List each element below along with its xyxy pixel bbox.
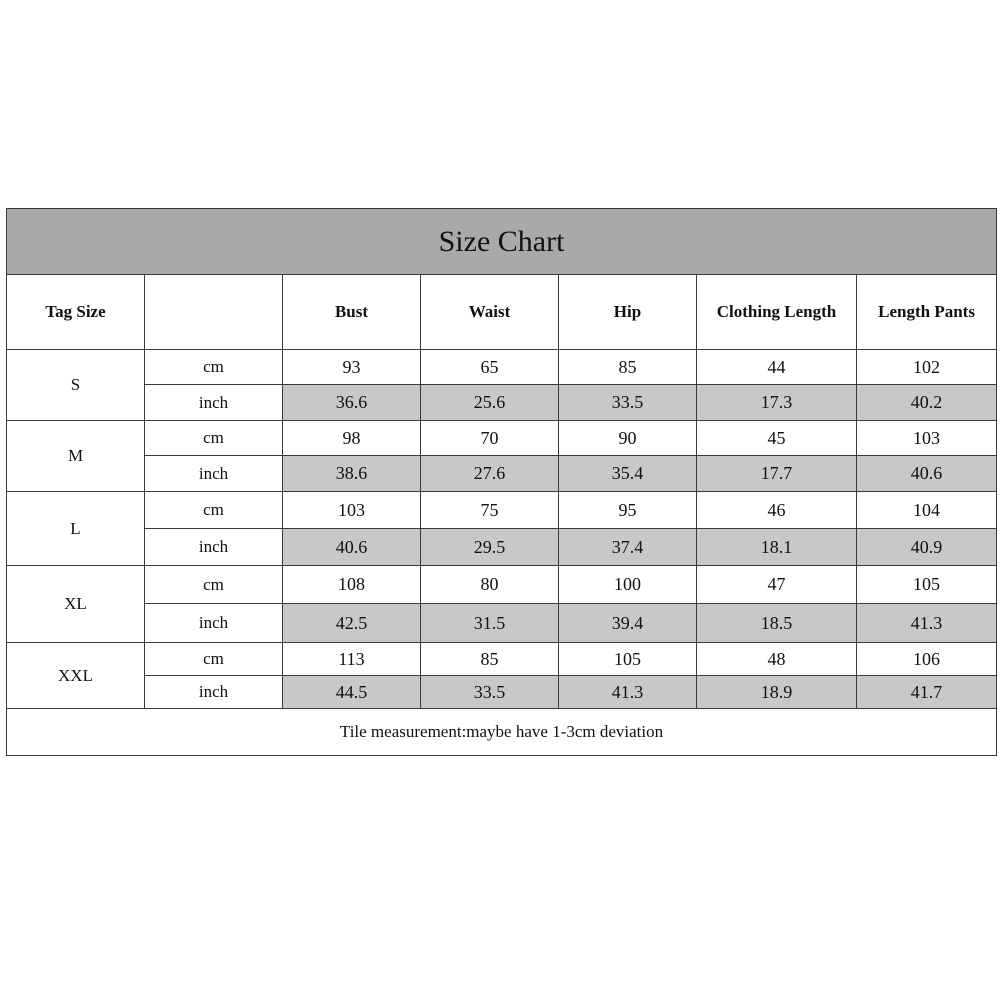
- value-cell: 75: [421, 492, 559, 529]
- value-cell: 85: [559, 350, 697, 385]
- value-cell: 70: [421, 421, 559, 456]
- value-cell: 48: [697, 643, 857, 676]
- value-cell: 18.1: [697, 529, 857, 566]
- unit-label-cm: cm: [145, 566, 283, 604]
- value-cell: 44.5: [283, 676, 421, 709]
- value-cell: 41.3: [857, 604, 997, 643]
- value-cell: 18.9: [697, 676, 857, 709]
- value-cell: 93: [283, 350, 421, 385]
- value-cell: 80: [421, 566, 559, 604]
- value-cell: 37.4: [559, 529, 697, 566]
- column-header-unit: [145, 275, 283, 350]
- value-cell: 42.5: [283, 604, 421, 643]
- size-chart-table: [6, 208, 997, 756]
- value-cell: 106: [857, 643, 997, 676]
- unit-label-inch: inch: [145, 385, 283, 421]
- value-cell: 40.6: [283, 529, 421, 566]
- table-row: [7, 566, 997, 604]
- value-cell: 90: [559, 421, 697, 456]
- value-cell: 95: [559, 492, 697, 529]
- table-row: [7, 385, 997, 421]
- value-cell: 33.5: [559, 385, 697, 421]
- value-cell: 113: [283, 643, 421, 676]
- value-cell: 41.3: [559, 676, 697, 709]
- table-body: [7, 350, 997, 709]
- value-cell: 38.6: [283, 456, 421, 492]
- value-cell: 108: [283, 566, 421, 604]
- value-cell: 29.5: [421, 529, 559, 566]
- value-cell: 40.2: [857, 385, 997, 421]
- header-row: [7, 275, 997, 350]
- value-cell: 100: [559, 566, 697, 604]
- value-cell: 33.5: [421, 676, 559, 709]
- size-label-m: M: [7, 421, 145, 492]
- column-header-waist: Waist: [421, 275, 559, 350]
- value-cell: 102: [857, 350, 997, 385]
- value-cell: 41.7: [857, 676, 997, 709]
- size-label-s: S: [7, 350, 145, 421]
- table-row: [7, 643, 997, 676]
- table-row: [7, 492, 997, 529]
- table-row: [7, 529, 997, 566]
- value-cell: 45: [697, 421, 857, 456]
- value-cell: 105: [857, 566, 997, 604]
- unit-label-cm: cm: [145, 350, 283, 385]
- chart-title: Size Chart: [7, 209, 997, 275]
- unit-label-cm: cm: [145, 492, 283, 529]
- table-row: [7, 676, 997, 709]
- table-row: [7, 421, 997, 456]
- size-label-xxl: XXL: [7, 643, 145, 709]
- value-cell: 27.6: [421, 456, 559, 492]
- value-cell: 31.5: [421, 604, 559, 643]
- value-cell: 18.5: [697, 604, 857, 643]
- column-header-bust: Bust: [283, 275, 421, 350]
- table-row: [7, 350, 997, 385]
- column-header-length-pants: Length Pants: [857, 275, 997, 350]
- column-header-tag-size: Tag Size: [7, 275, 145, 350]
- value-cell: 36.6: [283, 385, 421, 421]
- value-cell: 105: [559, 643, 697, 676]
- size-label-xl: XL: [7, 566, 145, 643]
- value-cell: 47: [697, 566, 857, 604]
- value-cell: 25.6: [421, 385, 559, 421]
- unit-label-cm: cm: [145, 421, 283, 456]
- unit-label-inch: inch: [145, 456, 283, 492]
- value-cell: 46: [697, 492, 857, 529]
- value-cell: 40.9: [857, 529, 997, 566]
- value-cell: 85: [421, 643, 559, 676]
- unit-label-inch: inch: [145, 676, 283, 709]
- value-cell: 98: [283, 421, 421, 456]
- unit-label-inch: inch: [145, 529, 283, 566]
- column-header-hip: Hip: [559, 275, 697, 350]
- value-cell: 39.4: [559, 604, 697, 643]
- unit-label-cm: cm: [145, 643, 283, 676]
- unit-label-inch: inch: [145, 604, 283, 643]
- size-label-l: L: [7, 492, 145, 566]
- value-cell: 65: [421, 350, 559, 385]
- value-cell: 17.3: [697, 385, 857, 421]
- value-cell: 103: [857, 421, 997, 456]
- value-cell: 35.4: [559, 456, 697, 492]
- value-cell: 103: [283, 492, 421, 529]
- value-cell: 40.6: [857, 456, 997, 492]
- value-cell: 44: [697, 350, 857, 385]
- value-cell: 17.7: [697, 456, 857, 492]
- measurement-note: Tile measurement:maybe have 1-3cm deviation: [7, 709, 997, 756]
- value-cell: 104: [857, 492, 997, 529]
- table-row: [7, 456, 997, 492]
- column-header-clothing-length: Clothing Length: [697, 275, 857, 350]
- table-row: [7, 604, 997, 643]
